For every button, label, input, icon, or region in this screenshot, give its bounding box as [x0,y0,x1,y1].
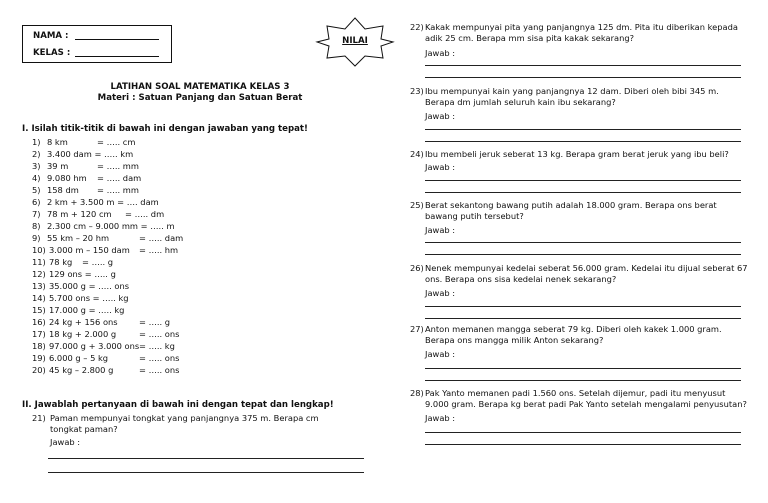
kelas-field[interactable] [75,56,159,57]
answer-label: Jawab : [425,225,456,235]
answer-line[interactable] [425,65,741,66]
list-item: 3) 39 m = ….. mm [32,161,139,171]
section-1-heading: I. Isilah titik-titik di bawah ini dengan jawaban yang tepat! [22,124,308,134]
list-item: 14) 5.700 ons = ….. kg [32,293,129,303]
nama-field[interactable] [75,39,159,40]
answer-label: Jawab : [425,111,456,121]
list-item: 9) 55 km – 20 hm = ….. dam [32,233,184,243]
answer-line[interactable] [425,180,741,181]
worksheet-subtitle: Materi : Satuan Panjang dan Satuan Berat [97,93,303,103]
list-item: 8) 2.300 cm – 9.000 mm = ….. m [32,221,175,231]
list-item: 19) 6.000 g – 5 kg = ….. ons [32,353,180,363]
list-item: 4) 9.080 hm = ….. dam [32,173,142,183]
nilai-badge [315,16,395,68]
answer-line[interactable] [48,472,364,473]
answer-label: Jawab : [425,48,456,58]
list-item: 20) 45 kg – 2.800 g = ….. ons [32,365,180,375]
answer-label: Jawab : [425,349,456,359]
answer-line[interactable] [425,318,741,319]
answer-line[interactable] [425,432,741,433]
answer-label: Jawab : [425,413,456,423]
list-item: 7) 78 m + 120 cm = ….. dm [32,209,165,219]
list-item: 10) 3.000 m – 150 dam = ….. hm [32,245,179,255]
list-item: 13) 35.000 g = ….. ons [32,281,130,291]
answer-line[interactable] [425,77,741,78]
list-item: 16) 24 kg + 156 ons = ….. g [32,317,171,327]
answer-line[interactable] [425,254,741,255]
answer-line[interactable] [425,242,741,243]
list-item: 12) 129 ons = ….. g [32,269,116,279]
list-item: 17) 18 kg + 2.000 g = ….. ons [32,329,180,339]
list-item: 2) 3.400 dam = ….. km [32,149,134,159]
answer-line[interactable] [48,458,364,459]
list-item: 18) 97.000 g + 3.000 ons= ….. kg [32,341,175,351]
nilai-label: NILAI [342,36,368,46]
answer-line[interactable] [425,380,741,381]
list-item: 15) 17.000 g = ….. kg [32,305,125,315]
answer-label: Jawab : [50,437,81,447]
identity-box [22,25,172,63]
section-2-heading: II. Jawablah pertanyaan di bawah ini dengan tepat dan lengkap! [22,400,334,410]
answer-line[interactable] [425,141,741,142]
answer-label: Jawab : [425,288,456,298]
answer-line[interactable] [425,444,741,445]
list-item: 6) 2 km + 3.500 m = …. dam [32,197,159,207]
answer-line[interactable] [425,192,741,193]
kelas-label: KELAS : [33,48,71,58]
list-item: 11) 78 kg = ….. g [32,257,114,267]
nama-label: NAMA : [33,31,69,41]
answer-line[interactable] [425,129,741,130]
answer-line[interactable] [425,306,741,307]
answer-label: Jawab : [425,162,456,172]
list-item: 1) 8 km = ….. cm [32,137,136,147]
answer-line[interactable] [425,368,741,369]
worksheet-title: LATIHAN SOAL MATEMATIKA KELAS 3 [110,82,290,92]
list-item: 5) 158 dm = ….. mm [32,185,139,195]
